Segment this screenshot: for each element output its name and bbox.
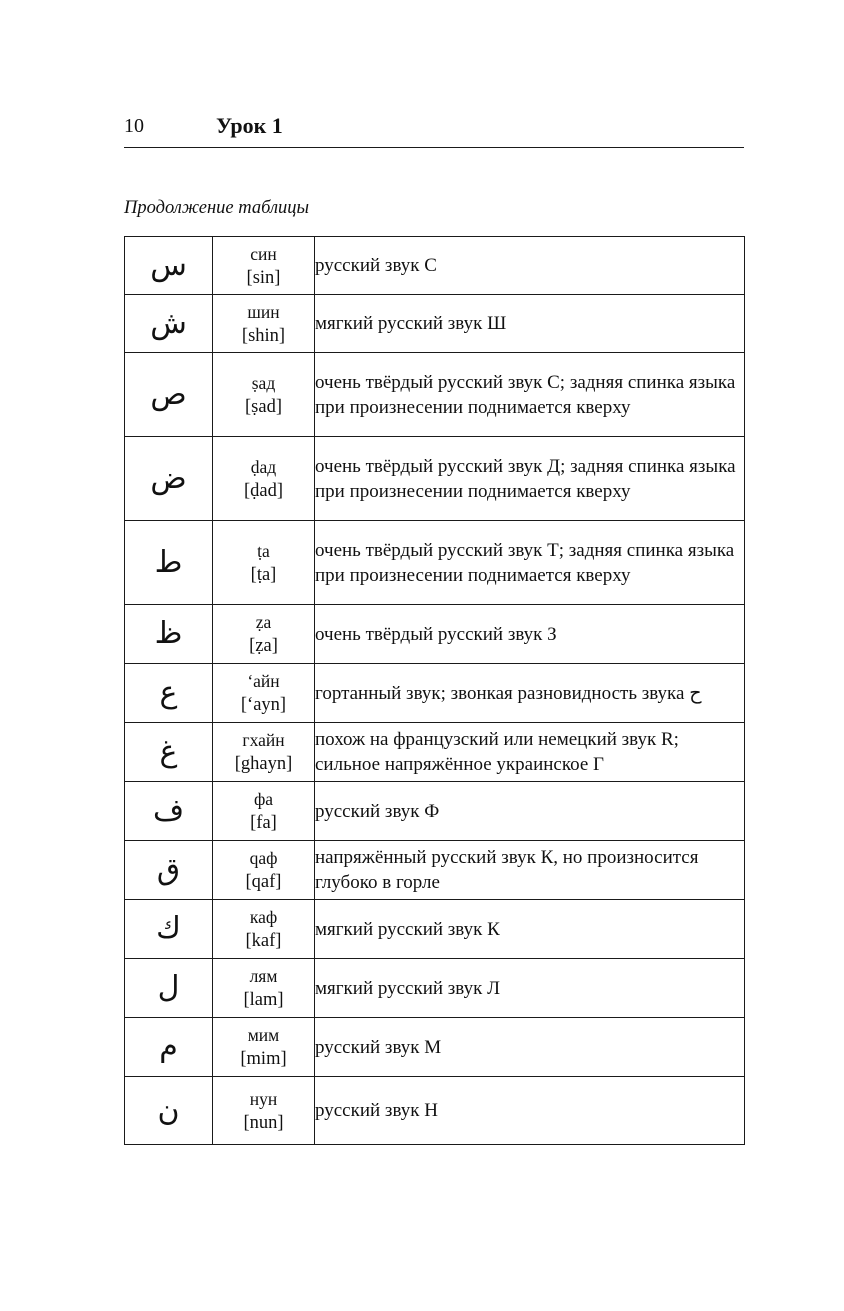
letter-name-cell bbox=[213, 237, 315, 295]
pronunciation-description: мягкий русский звук К bbox=[315, 900, 745, 959]
alphabet-table bbox=[124, 236, 745, 1145]
letter-transliteration: [nun] bbox=[243, 1112, 284, 1133]
pronunciation-description: русский звук С bbox=[315, 237, 745, 295]
pronunciation-description: напряжённый русский звук К, но произносится глубоко в горле bbox=[315, 841, 745, 900]
chapter-title: Урок 1 bbox=[216, 113, 283, 138]
pronunciation-description: очень твёрдый русский звук Д; задняя спинка языка при произнесении поднимается кверху bbox=[315, 437, 745, 521]
letter-name-cell bbox=[213, 664, 315, 723]
letter-name: гхайн bbox=[242, 730, 285, 750]
letter-name: лям bbox=[249, 966, 278, 986]
letter-name-cell bbox=[213, 959, 315, 1018]
letter-name: нун bbox=[249, 1088, 278, 1109]
letter-name: мим bbox=[247, 1025, 280, 1045]
letter-transliteration: [ḍad] bbox=[243, 480, 284, 501]
pronunciation-description: очень твёрдый русский звук З bbox=[315, 605, 745, 664]
letter-transliteration: [ghayn] bbox=[234, 754, 293, 774]
letter-transliteration: [‘ayn] bbox=[240, 695, 287, 715]
letter-transliteration: [sin] bbox=[246, 267, 281, 288]
table-row bbox=[125, 1077, 745, 1145]
arabic-letter: ق bbox=[125, 841, 213, 900]
arabic-letter: غ bbox=[125, 723, 213, 782]
letter-name: ‘айн bbox=[247, 671, 280, 691]
letter-transliteration: [mim] bbox=[240, 1049, 287, 1069]
letter-name-cell bbox=[213, 841, 315, 900]
arabic-letter: ظ bbox=[125, 605, 213, 664]
pronunciation-description: русский звук М bbox=[315, 1018, 745, 1077]
letter-transliteration: [qaf] bbox=[245, 872, 282, 892]
letter-name-cell bbox=[213, 782, 315, 841]
table-row bbox=[125, 605, 745, 664]
table-row bbox=[125, 521, 745, 605]
table-row bbox=[125, 664, 745, 723]
table-row bbox=[125, 959, 745, 1018]
arabic-letter: ف bbox=[125, 782, 213, 841]
arabic-letter: ش bbox=[125, 295, 213, 353]
pronunciation-description: гортанный звук; звонкая разновидность звука ح bbox=[315, 664, 745, 723]
letter-name: ṣад bbox=[251, 372, 276, 393]
letter-transliteration: [kaf] bbox=[245, 931, 282, 951]
arabic-letter: م bbox=[125, 1018, 213, 1077]
letter-transliteration: [ṭa] bbox=[250, 564, 277, 585]
letter-name-cell bbox=[213, 295, 315, 353]
pronunciation-description: мягкий русский звук Л bbox=[315, 959, 745, 1018]
table-row bbox=[125, 353, 745, 437]
letter-name-cell bbox=[213, 1018, 315, 1077]
arabic-letter: ص bbox=[125, 353, 213, 437]
letter-name: шин bbox=[247, 301, 280, 322]
arabic-letter: ن bbox=[125, 1077, 213, 1145]
letter-name-cell bbox=[213, 605, 315, 664]
pronunciation-description: мягкий русский звук Ш bbox=[315, 295, 745, 353]
letter-name-cell bbox=[213, 723, 315, 782]
arabic-letter: ط bbox=[125, 521, 213, 605]
letter-name-cell bbox=[213, 353, 315, 437]
pronunciation-description: очень твёрдый русский звук С; задняя спинка языка при произнесении поднимается кверху bbox=[315, 353, 745, 437]
letter-name: фа bbox=[253, 789, 274, 809]
table-row bbox=[125, 723, 745, 782]
letter-name: каф bbox=[249, 907, 278, 927]
arabic-letter: ل bbox=[125, 959, 213, 1018]
letter-transliteration: [ṣad] bbox=[245, 396, 282, 417]
table-row bbox=[125, 437, 745, 521]
arabic-letter: ك bbox=[125, 900, 213, 959]
table-caption: Продолжение таблицы bbox=[124, 198, 310, 218]
letter-name-cell bbox=[213, 437, 315, 521]
letter-transliteration: [fa] bbox=[250, 813, 277, 833]
letter-name: ṭa bbox=[257, 540, 270, 561]
table-row bbox=[125, 782, 745, 841]
letter-name: син bbox=[250, 243, 277, 264]
letter-name-cell bbox=[213, 900, 315, 959]
arabic-letter: ض bbox=[125, 437, 213, 521]
letter-name: ẓa bbox=[255, 612, 272, 632]
page-number: 10 bbox=[124, 115, 144, 137]
letter-transliteration: [ẓa] bbox=[249, 636, 278, 656]
letter-transliteration: [shin] bbox=[241, 325, 286, 346]
table-row bbox=[125, 295, 745, 353]
letter-name: ḍад bbox=[250, 456, 277, 477]
table-row bbox=[125, 841, 745, 900]
letter-name-cell bbox=[213, 1077, 315, 1145]
letter-transliteration: [lam] bbox=[243, 990, 284, 1010]
pronunciation-description: похож на французский или немецкий звук R; сильное напряжённое украинское Г bbox=[315, 723, 745, 782]
pronunciation-description: русский звук Ф bbox=[315, 782, 745, 841]
table-row bbox=[125, 237, 745, 295]
running-head bbox=[124, 110, 744, 148]
table-row bbox=[125, 900, 745, 959]
arabic-letter: ع bbox=[125, 664, 213, 723]
pronunciation-description: русский звук Н bbox=[315, 1077, 745, 1145]
table-row bbox=[125, 1018, 745, 1077]
letter-name: qаф bbox=[249, 848, 278, 868]
letter-name-cell bbox=[213, 521, 315, 605]
pronunciation-description: очень твёрдый русский звук Т; задняя спинка языка при произнесении поднимается кверху bbox=[315, 521, 745, 605]
arabic-letter: س bbox=[125, 237, 213, 295]
